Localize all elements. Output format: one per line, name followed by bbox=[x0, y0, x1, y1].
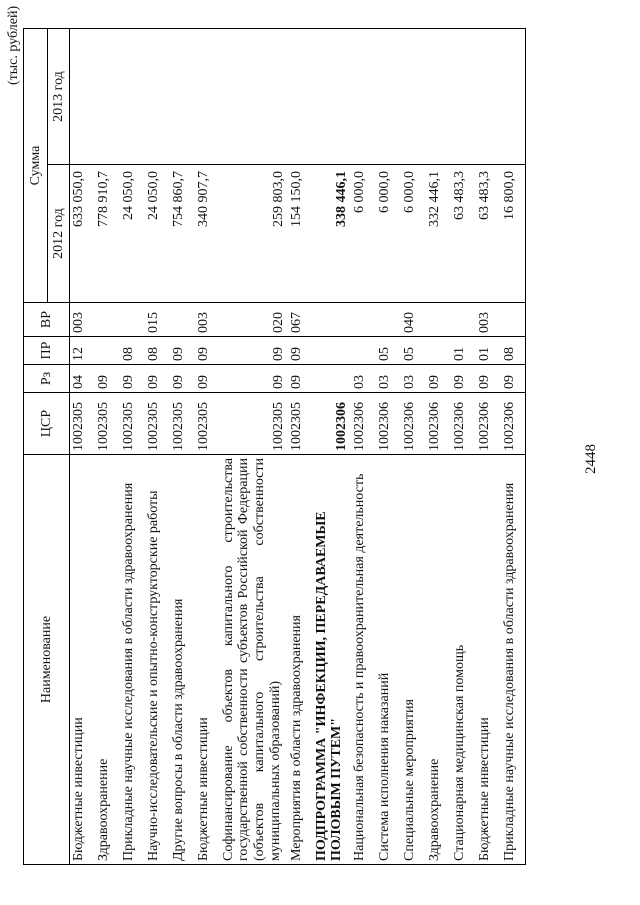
row-pr: 08 bbox=[501, 337, 526, 365]
row-name: Софинансирование объектов капитального строительства государственной собственности субъектов Российской Федерации (объектов капитального строительства собственности муниципальных образований) bbox=[220, 455, 288, 865]
row-name: Здравоохранение bbox=[95, 455, 120, 865]
row-rz: 09 bbox=[501, 365, 526, 393]
row-pr: 08 bbox=[120, 337, 145, 365]
header-year-2012: 2012 год bbox=[48, 165, 70, 303]
row-rz: 03 bbox=[351, 365, 376, 393]
row-csr: 1002306 bbox=[313, 393, 351, 455]
row-csr: 1002305 bbox=[70, 393, 95, 455]
row-name: ПОДПРОГРАММА "ИНФЕКЦИИ, ПЕРЕДАВАЕМЫЕ ПОЛОВЫМ ПУТЕМ" bbox=[313, 455, 351, 865]
row-vr bbox=[451, 303, 476, 337]
row-csr: 1002306 bbox=[401, 393, 426, 455]
row-vr bbox=[501, 303, 526, 337]
row-vr bbox=[313, 303, 351, 337]
row-name: Стационарная медицинская помощь bbox=[451, 455, 476, 865]
row-sum-2012: 340 907,7 bbox=[195, 165, 220, 303]
row-vr: 040 bbox=[401, 303, 426, 337]
row-sum-2013 bbox=[195, 29, 220, 165]
row-rz bbox=[313, 365, 351, 393]
row-vr: 003 bbox=[70, 303, 95, 337]
table-row bbox=[288, 29, 313, 865]
row-sum-2013 bbox=[120, 29, 145, 165]
row-sum-2012: 6 000,0 bbox=[351, 165, 376, 303]
row-csr: 1002305 bbox=[95, 393, 120, 455]
row-vr: 015 bbox=[145, 303, 170, 337]
table-row bbox=[170, 29, 195, 865]
table-row bbox=[145, 29, 170, 865]
row-name: Прикладные научные исследования в области здравоохранения bbox=[501, 455, 526, 865]
row-vr bbox=[170, 303, 195, 337]
row-sum-2012: 338 446,1 bbox=[313, 165, 351, 303]
row-pr: 01 bbox=[451, 337, 476, 365]
row-sum-2012: 63 483,3 bbox=[451, 165, 476, 303]
row-csr: 1002306 bbox=[451, 393, 476, 455]
row-name: Другие вопросы в области здравоохранения bbox=[170, 455, 195, 865]
header-year-2013: 2013 год bbox=[48, 29, 70, 165]
row-sum-2013 bbox=[501, 29, 526, 165]
row-sum-2012: 754 860,7 bbox=[170, 165, 195, 303]
row-sum-2012: 633 050,0 bbox=[70, 165, 95, 303]
row-csr: 1002305 bbox=[220, 393, 288, 455]
row-name: Бюджетные инвестиции bbox=[195, 455, 220, 865]
table-row bbox=[220, 29, 288, 865]
row-csr: 1002306 bbox=[376, 393, 401, 455]
row-csr: 1002306 bbox=[351, 393, 376, 455]
row-pr: 05 bbox=[401, 337, 426, 365]
row-name: Бюджетные инвестиции bbox=[476, 455, 501, 865]
row-pr bbox=[426, 337, 451, 365]
row-rz: 09 bbox=[170, 365, 195, 393]
page-number: 2448 bbox=[583, 444, 599, 474]
units-label: (тыс. рублей) bbox=[6, 5, 21, 85]
row-name: Научно-исследовательские и опытно-конструкторские работы bbox=[145, 455, 170, 865]
row-sum-2013 bbox=[351, 29, 376, 165]
table-row bbox=[476, 29, 501, 865]
row-csr: 1002305 bbox=[145, 393, 170, 455]
row-sum-2012: 778 910,7 bbox=[95, 165, 120, 303]
row-name: Специальные мероприятия bbox=[401, 455, 426, 865]
row-sum-2013 bbox=[401, 29, 426, 165]
row-vr bbox=[376, 303, 401, 337]
row-pr: 12 bbox=[70, 337, 95, 365]
row-vr: 003 bbox=[476, 303, 501, 337]
row-sum-2013 bbox=[476, 29, 501, 165]
table-row bbox=[120, 29, 145, 865]
row-sum-2012: 24 050,0 bbox=[120, 165, 145, 303]
row-pr: 09 bbox=[288, 337, 313, 365]
header-name: Наименование bbox=[24, 455, 70, 865]
table-body bbox=[70, 29, 526, 865]
row-vr bbox=[95, 303, 120, 337]
row-rz: 03 bbox=[376, 365, 401, 393]
header-csr: ЦСР bbox=[24, 393, 70, 455]
row-csr: 1002305 bbox=[288, 393, 313, 455]
table-row bbox=[313, 29, 351, 865]
row-vr bbox=[120, 303, 145, 337]
row-csr: 1002306 bbox=[426, 393, 451, 455]
row-vr: 003 bbox=[195, 303, 220, 337]
row-sum-2013 bbox=[170, 29, 195, 165]
row-pr: 09 bbox=[170, 337, 195, 365]
row-sum-2012: 154 150,0 bbox=[288, 165, 313, 303]
row-rz: 09 bbox=[95, 365, 120, 393]
table-row bbox=[451, 29, 476, 865]
row-sum-2012: 63 483,3 bbox=[476, 165, 501, 303]
row-name: Мероприятия в области здравоохранения bbox=[288, 455, 313, 865]
table-row bbox=[351, 29, 376, 865]
row-csr: 1002306 bbox=[501, 393, 526, 455]
row-pr: 08 bbox=[145, 337, 170, 365]
row-sum-2012: 6 000,0 bbox=[401, 165, 426, 303]
row-sum-2012: 332 446,1 bbox=[426, 165, 451, 303]
row-rz: 09 bbox=[145, 365, 170, 393]
row-sum-2013 bbox=[220, 29, 288, 165]
table-row bbox=[195, 29, 220, 865]
row-sum-2013 bbox=[376, 29, 401, 165]
row-pr bbox=[313, 337, 351, 365]
table-row bbox=[95, 29, 120, 865]
row-rz: 04 bbox=[70, 365, 95, 393]
row-sum-2013 bbox=[288, 29, 313, 165]
row-sum-2013 bbox=[426, 29, 451, 165]
row-csr: 1002306 bbox=[476, 393, 501, 455]
row-vr bbox=[426, 303, 451, 337]
row-rz: 09 bbox=[451, 365, 476, 393]
row-csr: 1002305 bbox=[170, 393, 195, 455]
table-row bbox=[376, 29, 401, 865]
row-pr: 09 bbox=[220, 337, 288, 365]
table-header bbox=[24, 29, 70, 865]
row-name: Прикладные научные исследования в области здравоохранения bbox=[120, 455, 145, 865]
row-pr: 05 bbox=[376, 337, 401, 365]
row-rz: 09 bbox=[476, 365, 501, 393]
row-rz: 03 bbox=[401, 365, 426, 393]
budget-table bbox=[23, 28, 526, 865]
row-vr: 020 bbox=[220, 303, 288, 337]
table-row bbox=[501, 29, 526, 865]
row-sum-2013 bbox=[95, 29, 120, 165]
row-sum-2012: 24 050,0 bbox=[145, 165, 170, 303]
header-vr: ВР bbox=[24, 303, 70, 337]
row-csr: 1002305 bbox=[120, 393, 145, 455]
row-sum-2012: 6 000,0 bbox=[376, 165, 401, 303]
row-sum-2012: 259 803,0 bbox=[220, 165, 288, 303]
row-pr: 09 bbox=[195, 337, 220, 365]
table-row bbox=[70, 29, 95, 865]
row-vr bbox=[351, 303, 376, 337]
row-sum-2013 bbox=[313, 29, 351, 165]
row-vr: 067 bbox=[288, 303, 313, 337]
row-name: Бюджетные инвестиции bbox=[70, 455, 95, 865]
header-sum: Сумма bbox=[24, 29, 48, 303]
row-sum-2013 bbox=[145, 29, 170, 165]
row-sum-2013 bbox=[451, 29, 476, 165]
table-row bbox=[426, 29, 451, 865]
row-pr bbox=[351, 337, 376, 365]
row-rz: 09 bbox=[120, 365, 145, 393]
row-rz: 09 bbox=[288, 365, 313, 393]
row-sum-2012: 16 800,0 bbox=[501, 165, 526, 303]
row-pr: 01 bbox=[476, 337, 501, 365]
row-rz: 09 bbox=[426, 365, 451, 393]
row-csr: 1002305 bbox=[195, 393, 220, 455]
row-pr bbox=[95, 337, 120, 365]
row-name: Здравоохранение bbox=[426, 455, 451, 865]
table-row bbox=[401, 29, 426, 865]
row-sum-2013 bbox=[70, 29, 95, 165]
row-rz: 09 bbox=[220, 365, 288, 393]
row-rz: 09 bbox=[195, 365, 220, 393]
row-name: Национальная безопасность и правоохранительная деятельность bbox=[351, 455, 376, 865]
header-pr: ПР bbox=[24, 337, 70, 365]
row-name: Система исполнения наказаний bbox=[376, 455, 401, 865]
header-rz: Рз bbox=[24, 365, 70, 393]
